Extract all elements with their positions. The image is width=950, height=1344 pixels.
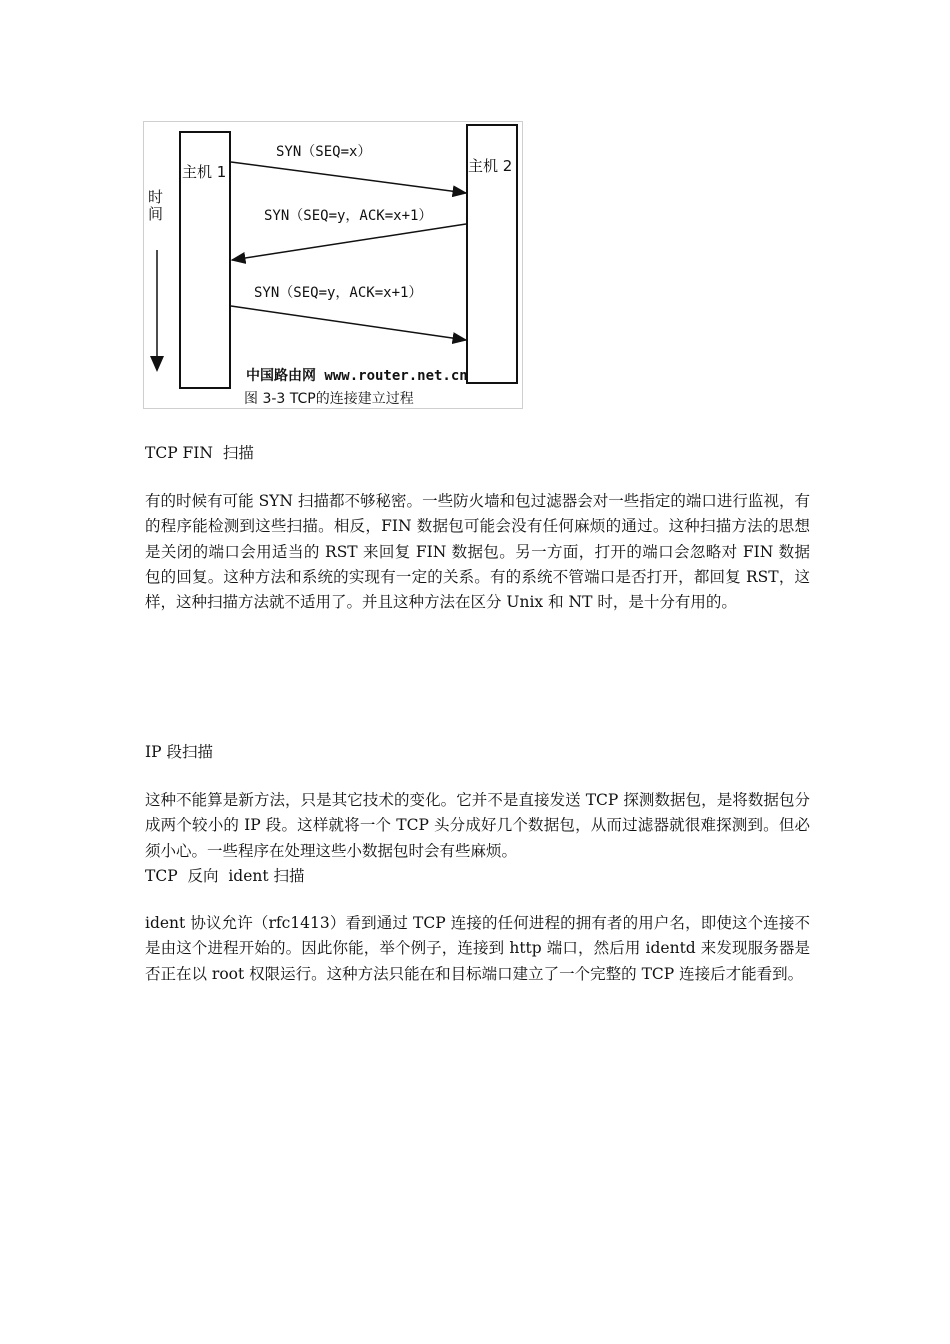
ident-scan-heading: TCP 反向 ident 扫描 (145, 867, 305, 885)
time-label-bottom: 间 (148, 205, 164, 223)
msg1-arrow (231, 162, 466, 193)
fin-scan-heading: TCP FIN 扫描 (145, 444, 254, 462)
msg1-label: SYN（SEQ=x） (276, 144, 372, 160)
host1-label: 主机 1 (182, 163, 227, 181)
msg3-arrow (231, 306, 466, 340)
ip-fragment-heading: IP 段扫描 (145, 743, 213, 761)
figure-caption: 图 3-3 TCP的连接建立过程 (244, 391, 414, 407)
ip-fragment-paragraph: 这种不能算是新方法，只是其它技术的变化。它并不是直接发送 TCP 探测数据包，是将数据包分成两个较小的 IP 段。这样就将一个 TCP 头分成好几个数据包，从而过滤器就很难探测到。但必须小心。一些程序在处理这些小数据包时会有些麻烦。 (145, 791, 810, 860)
msg2-arrow (232, 224, 466, 260)
time-arrow-head (150, 356, 164, 372)
watermark: 中国路由网 www.router.net.cn (246, 368, 468, 384)
msg2-label: SYN（SEQ=y，ACK=x+1） (264, 208, 433, 224)
fin-scan-paragraph: 有的时候有可能 SYN 扫描都不够秘密。一些防火墙和包过滤器会对一些指定的端口进行监视，有的程序能检测到这些扫描。相反，FIN 数据包可能会没有任何麻烦的通过。这种扫描方法的思想是关闭的端口会用适当的 RST 来回复 FIN 数据包。另一方面，打开的端口会忽略对 FIN 数据包的回复。这种方法和系统的实现有一定的关系。有的系统不管端口是否打开，都回复 RST，这样，这种扫描方法就不适用了。并且这种方法在区分 Unix 和 NT 时，是十分有用的。 (145, 492, 810, 612)
time-label-top: 时 (148, 188, 164, 206)
ident-scan-paragraph: ident 协议允许（rfc1413）看到通过 TCP 连接的任何进程的拥有者的用户名，即使这个连接不是由这个进程开始的。因此你能，举个例子，连接到 http 端口，然后用 identd 来发现服务器是否正在以 root 权限运行。这种方法只能在和目标端口建立了一个完整的 TCP 连接后才能看到。 (145, 914, 810, 983)
msg3-label: SYN（SEQ=y，ACK=x+1） (254, 285, 423, 301)
host2-label: 主机 2 (468, 157, 513, 175)
tcp-handshake-figure (143, 121, 523, 409)
